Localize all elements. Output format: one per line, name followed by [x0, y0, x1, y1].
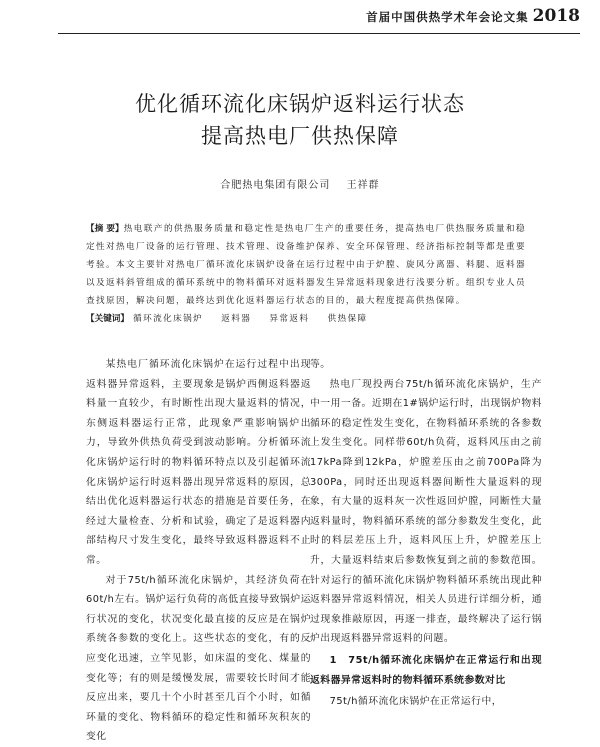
body-paragraph: 热电厂现投两台75t/h循环流化床锅炉，生产中一用一备。近期在1#锅炉运行时，出现锅炉物料循环的稳定性发生变化，在物料循环系统的各参数上发生变化。同样带60t/h负荷，返料风压由之前17kPa降到12kPa，炉膛差压由之前700Pa降为300Pa，同时还出现返料器间断性大量返料的现象，有大量的返料灰一次性返回炉膛，同断性大量返料量时，物料循环系统的部分参数发生变化，此时的料层差压上升，返料风压上升，炉膛差压上升，大量返料结束后参数恢复到之前的参数范围。针对运行的循环流化床锅炉物料循环系统出现此种返料器异常返料情况，相关人员进行详细分析，通过现象推敲原因，再逐一排查，最终解决了运行锅炉出现返料器异常返料的问题。 — [310, 378, 542, 645]
keywords-line — [86, 310, 526, 328]
title-line-1: 优化循环流化床锅炉返料运行状态 — [135, 92, 465, 116]
body-column-left — [86, 355, 311, 747]
header-year: 2018 — [532, 6, 580, 26]
keyword: 循环流化床锅炉 — [133, 314, 204, 324]
paper-title — [0, 88, 600, 152]
abstract-body — [86, 220, 526, 310]
running-header — [366, 6, 580, 26]
keywords-label: 【关键词】 — [86, 314, 129, 324]
header-rule — [58, 33, 580, 34]
title-line-2: 提高热电厂供热保障 — [201, 124, 399, 148]
header-series: 首届中国供热学术年会论文集 — [366, 10, 529, 24]
abstract-text: 热电联产的供热服务质量和稳定性是热电厂生产的重要任务，提高热电厂供热服务质量和稳定性对热电厂设备的运行管理、技术管理、设备维护保养、安全环保管理、经济指标控制等都是重要考验。本文主要针对热电厂循环流化床锅炉设备在运行过程中由于炉膛、旋风分离器、料腿、返料器以及返料斜管组成的循环系统中的物料循环对返料器发生异常返料现象进行浅要分析。组织专业人员查找原因，解决问题，最终达到优化返料器运行状态的目的，最大程度提高供热保障。 — [86, 224, 526, 306]
keyword: 返料器 — [221, 314, 252, 324]
author-name: 王祥群 — [346, 180, 380, 191]
author-line — [0, 176, 600, 191]
keyword: 供热保障 — [327, 314, 368, 324]
keyword: 异常返料 — [269, 314, 310, 324]
author-org: 合肥热电集团有限公司 — [220, 180, 331, 191]
abstract-label: 【摘 要】 — [86, 224, 124, 234]
section-heading: 1 75t/h循环流化床锅炉在正常运行和出现返料器异常返料时的物料循环系统参数对比 — [310, 654, 542, 686]
body-paragraph: 对于75t/h循环流化床锅炉，其经济负荷在60t/h左右。锅炉运行负荷的高低直接导致锅炉运行状况的变化，状况变化最直接的反应是在锅炉系统各参数的变化上。这些状态的变化，有的反应变化迅速，立竿见影，如床温的变化、煤量的变化等；有的则是缓慢发展，需要较长时间才能反应出来，要几十个小时甚至几百个小时，如循环量的变化、物料循环的稳定性和循环灰积灰的变化 — [86, 574, 311, 743]
body-paragraph: 某热电厂循环流化床锅炉在运行过程中出现返料器异常返料，主要现象是锅炉西侧返料器返料量一直较少，有时断性出现大量返料的情况，东侧返料器运行正常，此现象严重影响锅炉出力，导致外供热负荷受到波动影响。分析循环流化床锅炉运行时的物料循环特点以及引起循环流化床锅炉运行时返料器出现异常返料的原因，总结出优化返料器运行状态的措施是首要任务，在经过大量检查、分析和试验，确定了是返料器内部结构尺寸发生变化，最终导致返料器返料不止常。 — [86, 359, 311, 566]
body-paragraph: 75t/h循环流化床锅炉在正常运行中， — [329, 696, 503, 708]
abstract — [86, 220, 526, 328]
body-column-right — [310, 355, 542, 712]
body-continuation: 等。 — [310, 359, 331, 370]
